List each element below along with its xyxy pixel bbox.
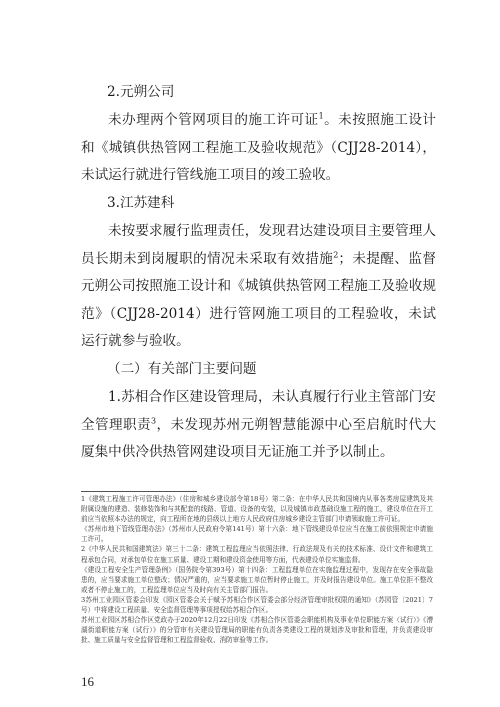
footnote-item: 苏州工业园区苏相合作区党政办于2020年12月22日印发《苏相合作区管委会职能机构及事业单位职能方案（试行）》《漕湖街道职能方案（试行）》的分管审有关建设管理局的职能有负责各类建设工程的规划涉及审批和管理，并负责建设审批、施工质量与安全监督管理和工程监督验收、消防审验等工作。 [81, 616, 433, 645]
footnote-divider [81, 491, 197, 492]
paragraph-departments [81, 384, 436, 467]
paragraph-text: 未办理两个管网项目的施工许可证 [108, 112, 319, 128]
footnotes [81, 494, 433, 645]
footnote-item: 2《中华人民共和国建筑法》第三十二条：建筑工程监理应当依照法律、行政法规及有关的技术标准、设计文件和建筑工程承包合同，对承包单位在施工质量、建设工期和建设资金使用等方面，代表建设单位实施监督。 [81, 545, 433, 564]
footnote-ref-2[interactable]: 2 [333, 250, 339, 260]
footnote-ref-1[interactable]: 1 [318, 111, 324, 121]
paragraph-text-rest: ，未发现苏州元朔智慧能源中心至启航时代大厦集中供冷供热管网建设项目无证施工并予以制止。 [81, 416, 437, 461]
section-body-yuanshuo [81, 107, 436, 190]
paragraph-text: 1.苏相合作区建设管理局，未认真履行行业主管部门安全管理职责 [81, 389, 436, 433]
footnote-item: 《苏州市地下管线管理办法》（苏州市人民政府令第141号）第十六条：地下管线建设单位应当在施工前依照规定申请施工许可。 [81, 525, 433, 544]
footnote-item: 《建设工程安全生产管理条例》（国务院令第393号）第十四条：工程监理单位在实施监理过程中，发现存在安全事故隐患的，应当要求施工单位整改；情况严重的，应当要求施工单位暂时停止施工，并及时报告建设单位。施工单位拒不整改或者不停止施工的，工程监理单位应当及时向有关主管部门报告。 [81, 565, 433, 594]
footnote-item: 3苏州工业园区管委会印发《园区管委会关于赋予苏相合作区管委会部分经济管理审批权限的通知》（苏园管〔2021〕7号）中将建设工程质量、安全监督管理等事项授权给苏相合作区。 [81, 595, 433, 615]
paragraph-text-rest: ；未提醒、监督元朔公司按照施工设计和《城镇供热管网工程施工及验收规范》（CJJ28-2014）进行管网施工项目的工程验收，未试运行就参与验收。 [81, 250, 436, 350]
section-heading-yuanshuo: 2.元朔公司 [107, 84, 175, 100]
section-heading-departments: （二）有关部门主要问题 [107, 361, 257, 377]
section-body-departments [81, 384, 436, 467]
section-heading-jiangsu-jianke: 3.江苏建科 [107, 195, 175, 211]
page-number: 16 [81, 674, 94, 689]
paragraph-text: 未按要求履行监理责任，发现君达建设项目主要管理人员长期未到岗履职的情况未采取有效措施 [81, 223, 436, 267]
section-body-jiangsu-jianke [81, 218, 436, 356]
paragraph-jiangsu-jianke [81, 218, 436, 356]
footnote-item: 1《建筑工程施工许可管理办法》（住房和城乡建设部令第18号）第二条：在中华人民共和国境内从事各类房屋建筑及其附属设施的建造、装修装饰和与其配套的线路、管道、设备的安装，以及城镇市政基础设施工程的施工，建设单位在开工前应当依照本办法的规定，向工程所在地的县级以上地方人民政府住房城乡建设主管部门申请领取施工许可证。 [81, 495, 433, 524]
footnote-ref-3[interactable]: 3 [150, 416, 157, 426]
paragraph-text-rest: 。未按照施工设计和《城镇供热管网工程施工及验收规范》（CJJ28-2014），未试运行就进行管线施工项目的竣工验收。 [81, 112, 437, 184]
paragraph-yuanshuo [81, 107, 436, 190]
